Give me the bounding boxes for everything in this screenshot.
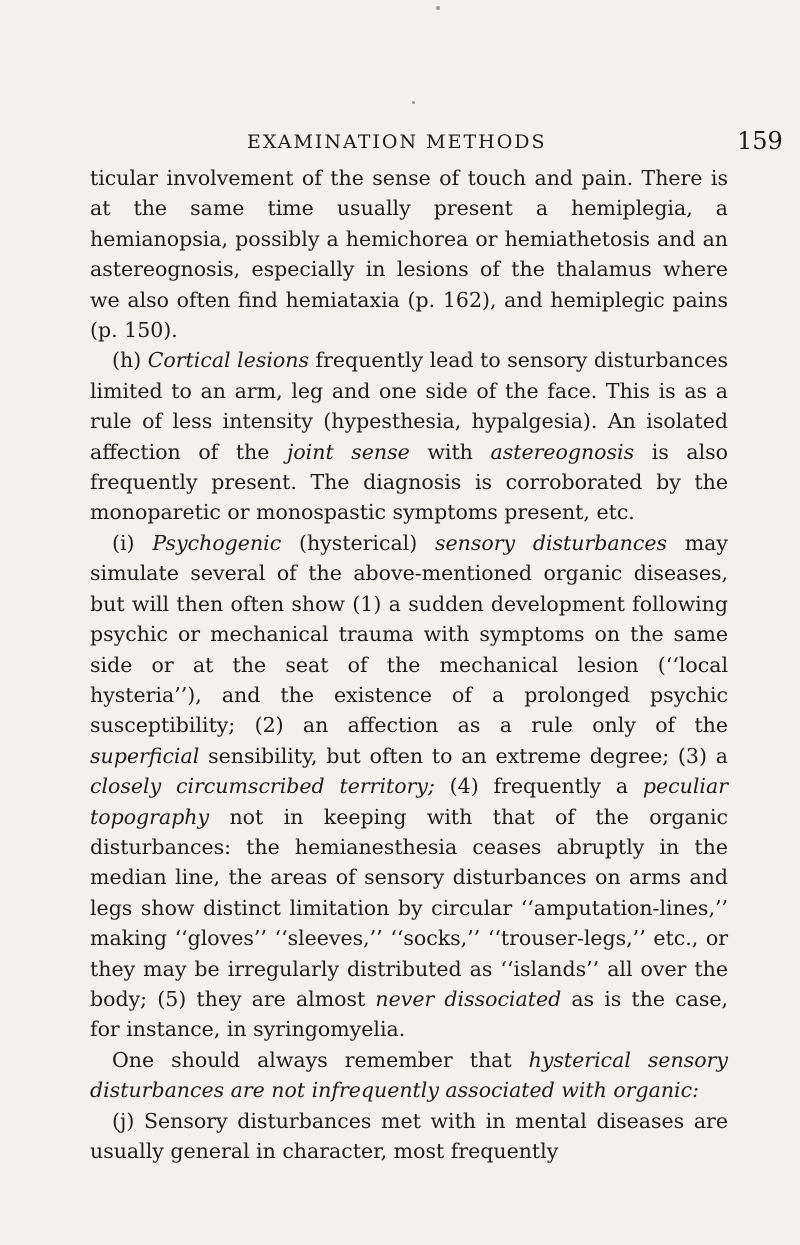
emphasis: astereognosis xyxy=(490,439,635,464)
paragraph-mental-diseases xyxy=(90,1106,728,1167)
paragraph-text: with xyxy=(409,439,491,464)
paragraph-remember xyxy=(90,1045,728,1106)
emphasis: superficial xyxy=(90,743,200,768)
emphasis: never dissociated xyxy=(375,986,562,1011)
emphasis: peculiar topography xyxy=(90,774,728,829)
paragraph-text: (hysterical) xyxy=(281,530,435,555)
item-marker: (h) xyxy=(112,348,148,373)
emphasis: sensory disturbances xyxy=(435,530,667,555)
emphasis: hysterical sensory disturbances are not infrequently associated with organic: xyxy=(90,1047,729,1103)
page-number: 159 xyxy=(737,127,783,155)
paper-speck xyxy=(412,101,415,104)
paragraph-text: (4) frequently a xyxy=(434,774,643,799)
paragraph-text: not in keeping with that of the organic disturbances: the hemianesthesia ceases abruptly in the median line, the areas of sensory disturbances on arms and legs show distinct limitation by circular ‘‘amputation-lines,’’ making ‘‘gloves’’ ‘‘sleeves,’’ ‘‘socks,’’ ‘‘trouser-legs,’’ etc., or they may be irregularly distributed as ‘‘islands’’ all over the body; (5) they are almost xyxy=(90,804,728,1011)
paragraph-cortical-lesions xyxy=(90,345,728,527)
paragraph-text: ticular involvement of the sense of touch and pain. There is at the same time usually present a hemiplegia, a hemianopsia, possibly a hemichorea or hemiathetosis and an astereognosis, especially in lesions of the thalamus where we also often find hemiataxia (p. 162), and hemiplegic pains (p. 150). xyxy=(90,166,728,343)
paragraph-text: (j) Sensory disturbances met with in mental diseases are usually general in character, most frequently xyxy=(90,1108,728,1163)
emphasis: closely circumscribed territory; xyxy=(90,774,435,799)
paragraph-text: One should always remember that xyxy=(112,1047,529,1072)
emphasis: Psychogenic xyxy=(152,530,282,555)
paragraph-text: as is the case, for instance, in syringomyelia. xyxy=(90,986,728,1042)
emphasis: Cortical lesions xyxy=(147,348,309,373)
paper-speck xyxy=(436,6,440,10)
running-head: EXAMINATION METHODS xyxy=(247,131,547,153)
page-header xyxy=(0,127,800,163)
paragraph-text: may simulate several of the above-mentioned organic diseases, but will then often show (1) a sudden development following psychic or mechanical trauma with symptoms on the same side or at the seat of the mechanical lesion (‘‘local hysteria’’), and the existence of a prolonged psychic susceptibility; (2) an affection as a rule only of the xyxy=(90,530,728,738)
paragraph-text: is also frequently present. The diagnosis is corroborated by the monoparetic or monospastic symptoms present, etc. xyxy=(90,439,728,525)
paragraph-psychogenic xyxy=(90,528,728,1045)
emphasis: joint sense xyxy=(286,439,410,464)
paragraph-text: frequently lead to sensory disturbances limited to an arm, leg and one side of the face. This is as a rule of less intensity (hypesthesia, hypalgesia). An isolated affection of the xyxy=(90,348,729,464)
item-marker: (i) xyxy=(112,530,153,555)
paragraph-text: sensibility, but often to an extreme degree; (3) a xyxy=(199,743,728,768)
paragraph xyxy=(90,163,728,345)
body-text xyxy=(90,163,728,1166)
